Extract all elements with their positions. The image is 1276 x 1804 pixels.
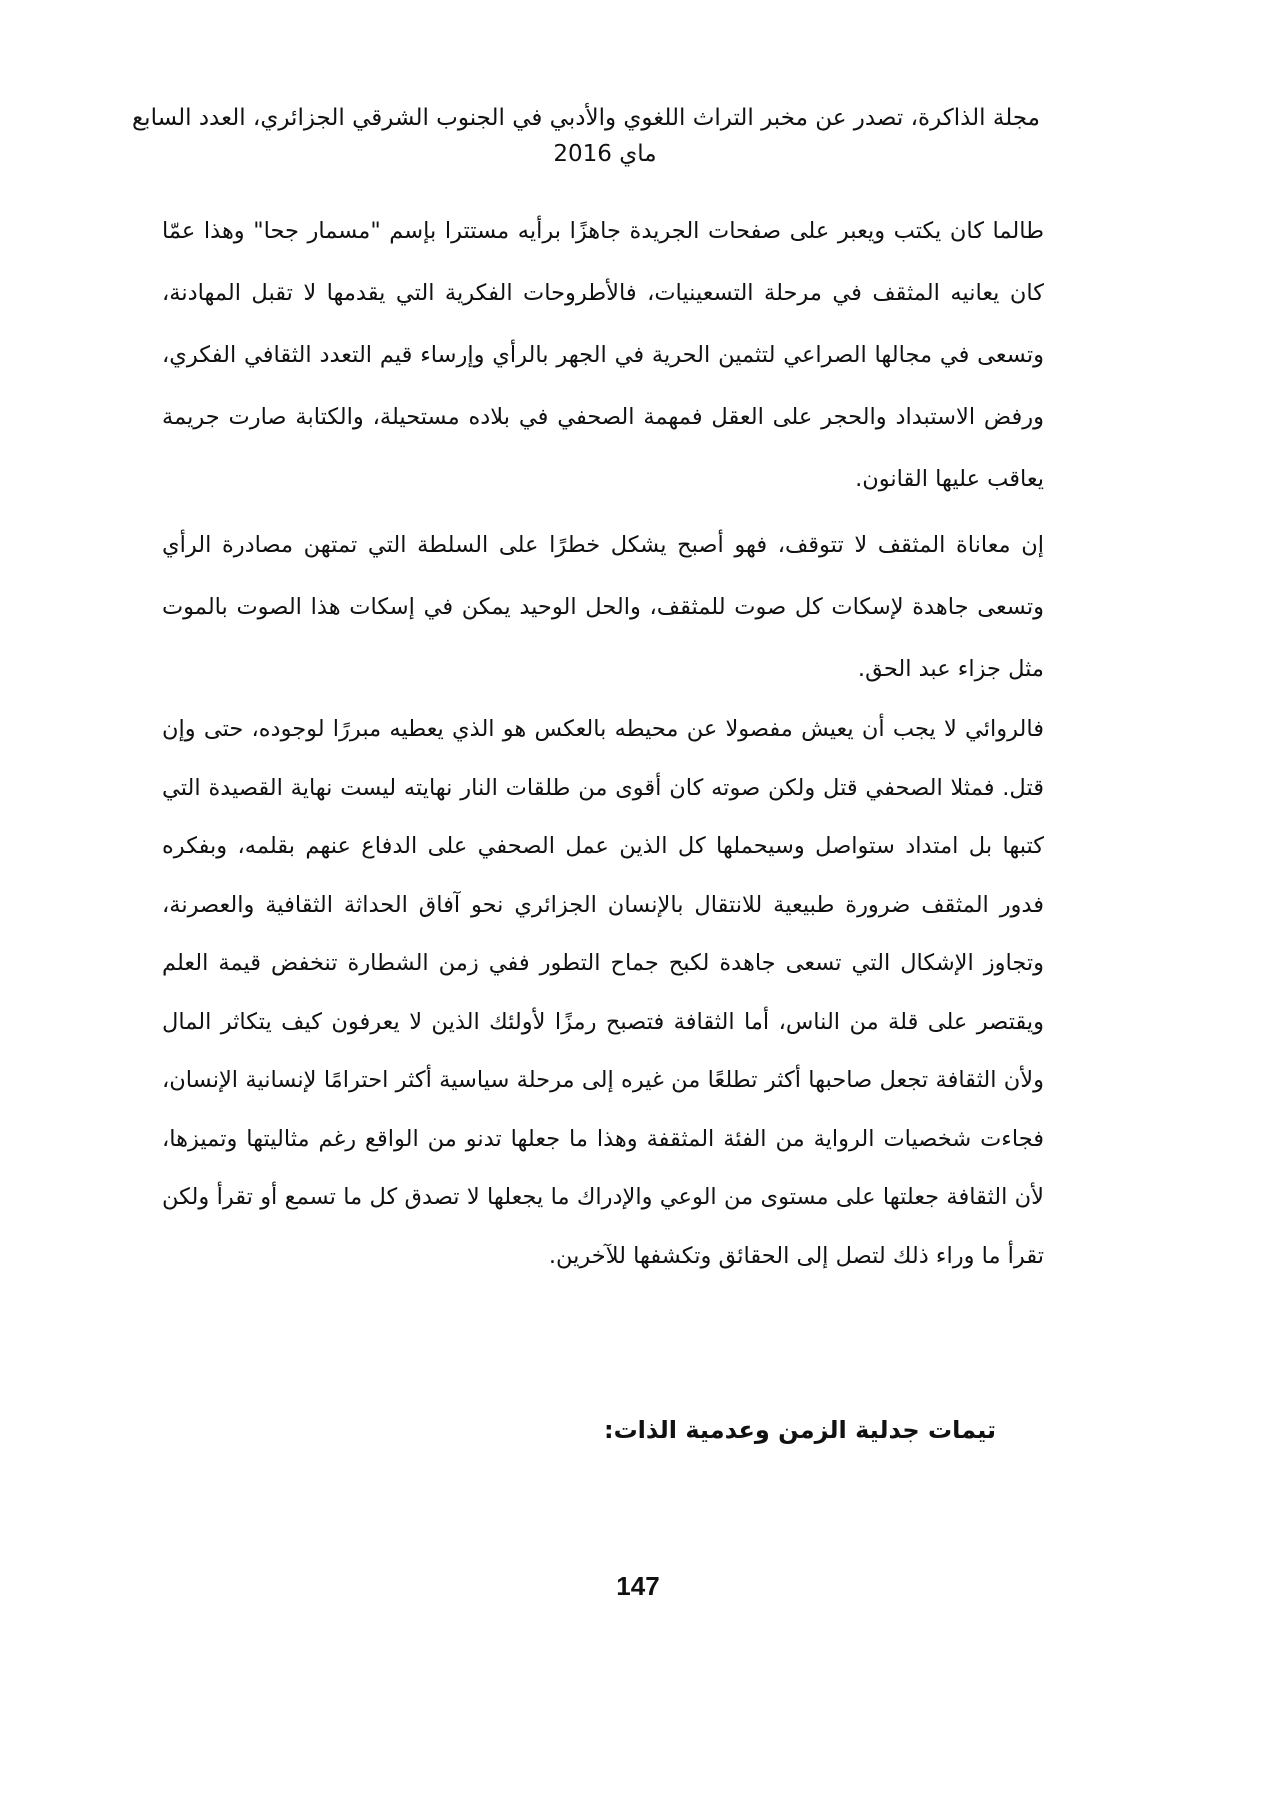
paragraph-1 [162, 200, 1044, 510]
paragraph-text: إن معاناة المثقف لا تتوقف، فهو أصبح يشكل خطرًا على السلطة التي تمتهن مصادرة الرأي وتسعى جاهدة لإسكات كل صوت للمثقف، والحل الوحيد يمكن في إسكات هذا الصوت بالموت مثل جزاء عبد الحق. [162, 532, 1044, 682]
paragraph-text: طالما كان يكتب ويعبر على صفحات الجريدة جاهزًا برأيه مستترا بإسم "مسمار جحا" وهذا عمّا كان يعانيه المثقف في مرحلة التسعينيات، فالأطروحات الفكرية التي يقدمها لا تقبل المهادنة، وتسعى في مجالها الصراعي لتثمين الحرية في الجهر بالرأي وإرساء قيم التعدد الثقافي الفكري، ورفض الاستبداد والحجر على العقل فمهمة الصحفي في بلاده مستحيلة، والكتابة صارت جريمة يعاقب عليها القانون. [162, 218, 1044, 492]
section-heading: تيمات جدلية الزمن وعدمية الذات: [603, 1416, 996, 1444]
paragraph-2 [162, 514, 1044, 700]
journal-title-line: مجلة الذاكرة، تصدر عن مخبر التراث اللغوي والأدبي في الجنوب الشرقي الجزائري، العدد السابع [131, 105, 1040, 131]
page-number: 147 [616, 1571, 660, 1601]
paragraph-text: فالروائي لا يجب أن يعيش مفصولا عن محيطه بالعكس هو الذي يعطيه مبررًا لوجوده، حتى وإن قتل. فمثلا الصحفي قتل ولكن صوته كان أقوى من طلقات النار نهايته ليست نهاية القصيدة التي كتبها بل امتداد ستواصل وسيحملها كل الذين عمل الصحفي على الدفاع عنهم بقلمه، وبفكره فدور المثقف ضرورة طبيعية للانتقال بالإنسان الجزائري نحو آفاق الحداثة الثقافية والعصرنة، وتجاوز الإشكال التي تسعى جاهدة لكبح جماح التطور ففي زمن الشطارة تنخفض قيمة العلم ويقتصر على قلة من الناس، أما الثقافة فتصبح رمزًا لأولئك الذين لا يعرفون كيف يتكاثر المال ولأن الثقافة تجعل صاحبها أكثر تطلعًا من غيره إلى مرحلة سياسية أكثر احترامًا لإنسانية الإنسان، فجاءت شخصيات الرواية من الفئة المثقفة وهذا ما جعلها تدنو من الواقع رغم مثاليتها وتميزها، لأن الثقافة جعلتها على مستوى من الوعي والإدراك ما يجعلها لا تصدق كل ما تسمع أو تقرأ ولكن تقرأ ما وراء ذلك لتصل إلى الحقائق وتكشفها للآخرين. [162, 716, 1044, 1269]
issue-date-line: ماي 2016 [553, 141, 657, 167]
running-header [131, 100, 1040, 172]
paragraph-3 [162, 700, 1044, 1285]
